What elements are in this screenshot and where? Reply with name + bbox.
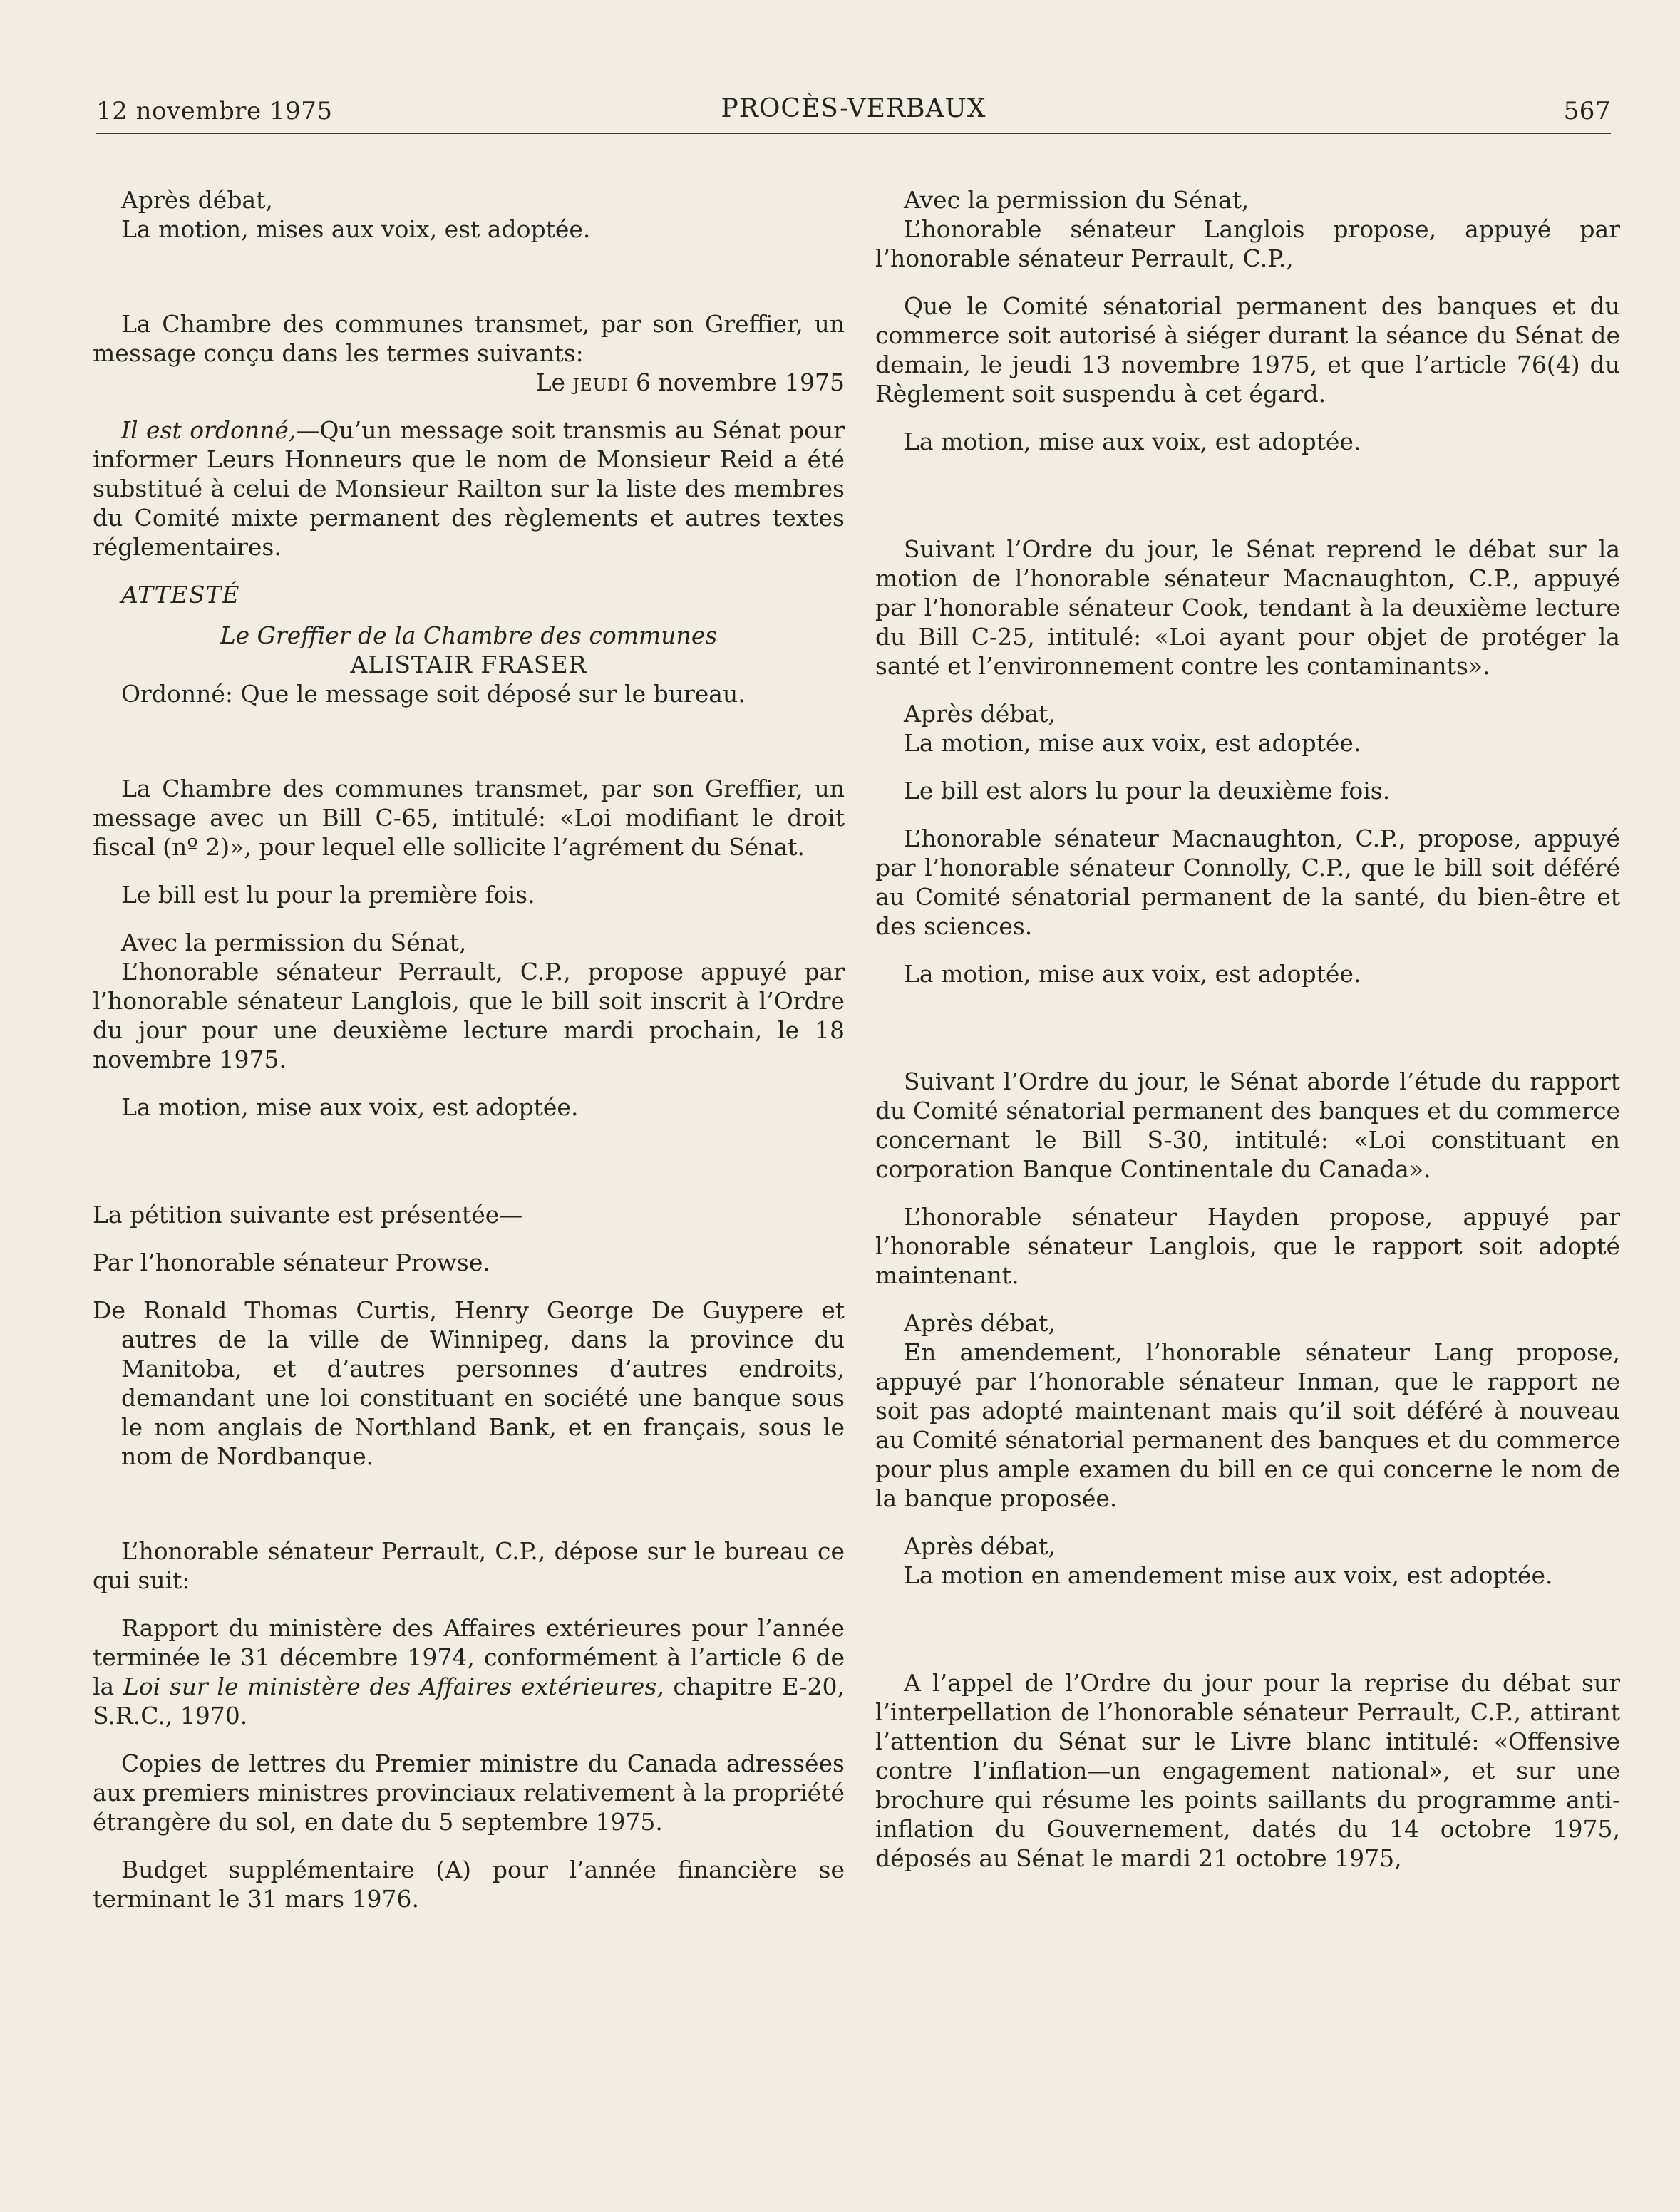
header-rule bbox=[96, 133, 1611, 134]
paragraph: L’honorable sénateur Hayden propose, appuyé par l’honorable sénateur Langlois, que le rapport soit adopté maintenant. bbox=[875, 1203, 1620, 1289]
paragraph: Que le Comité sénatorial permanent des banques et du commerce soit autorisé à siéger durant la séance du Sénat de demain, le jeudi 13 novembre 1975, et que l’article 76(4) du Règlement soit suspendu à cet égard. bbox=[875, 292, 1620, 408]
paragraph: Suivant l’Ordre du jour, le Sénat aborde l’étude du rapport du Comité sénatorial permanent des banques et du commerce concernant le Bill S-30, intitulé: «Loi constituant en corporation Banque Continentale du Canada». bbox=[875, 1068, 1620, 1183]
text-line: La motion, mise aux voix, est adoptée. bbox=[904, 729, 1361, 757]
text: Rapport du ministère des Affaires extérieures pour l’année terminée le 31 décembre 1974, conformément à l’article 6 de la bbox=[93, 1614, 845, 1700]
paragraph: Le bill est lu pour la première fois. bbox=[121, 881, 535, 909]
paragraph bbox=[93, 1613, 845, 1730]
paragraph: En amendement, l’honorable sénateur Lang propose, appuyé par l’honorable sénateur Inman, que le rapport ne soit pas adopté maintenant mais qu’il soit déféré à nouveau au Comité sénatorial permanent des banques et du commerce pour plus ample examen du bill en ce qui concerne le nom de la banque proposée. bbox=[875, 1338, 1620, 1512]
text-line: La motion, mises aux voix, est adoptée. bbox=[121, 215, 591, 243]
paragraph: La motion, mise aux voix, est adoptée. bbox=[904, 428, 1361, 455]
paragraph: Copies de lettres du Premier ministre du Canada adressées aux premiers ministres provinciaux relativement à la propriété étrangère du sol, en date du 5 septembre 1975. bbox=[93, 1750, 845, 1836]
paragraph: Le bill est alors lu pour la deuxième fois. bbox=[904, 777, 1391, 805]
date-prefix: Le bbox=[535, 368, 566, 396]
signatory-title: Le Greffier de la Chambre des communes bbox=[220, 621, 718, 649]
paragraph: L’honorable sénateur Perrault, C.P., propose appuyé par l’honorable sénateur Langlois, que le bill soit inscrit à l’Ordre du jour pour une deuxième lecture mardi prochain, le 18 novembre 1975. bbox=[93, 958, 845, 1073]
text: —Qu’un message soit transmis au Sénat pour informer Leurs Honneurs que le nom de Monsieur Reid a été substitué à celui de Monsieur Railton sur la liste des membres du Comité mixte permanent des règlements et autres textes réglementaires. bbox=[93, 416, 845, 561]
paragraph: La Chambre des communes transmet, par son Greffier, un message avec un Bill C-65, intitulé: «Loi modifiant le droit fiscal (nº 2)», pour lequel elle sollicite l’agrément du Sénat. bbox=[93, 775, 845, 861]
header-date: 12 novembre 1975 bbox=[96, 97, 333, 125]
paragraph: Budget supplémentaire (A) pour l’année financière se terminant le 31 mars 1976. bbox=[93, 1856, 845, 1913]
left-column bbox=[93, 185, 845, 1913]
paragraph: La pétition suivante est présentée— bbox=[93, 1201, 523, 1229]
signatory-name: ALISTAIR FRASER bbox=[350, 651, 587, 678]
atteste: ATTESTÉ bbox=[121, 581, 240, 609]
text: chapitre E-20, S.R.C., 1970. bbox=[93, 1673, 845, 1730]
paragraph: A l’appel de l’Ordre du jour pour la reprise du débat sur l’interpellation de l’honorable sénateur Perrault, C.P., attirant l’attention du Sénat sur le Livre blanc intitulé: «Offensive contre l’inflation—un engagement national», et sur une brochure qui résume les points saillants du programme anti-inflation du Gouvernement, datés du 14 octobre 1975, déposés au Sénat le mardi 21 octobre 1975, bbox=[875, 1669, 1620, 1872]
paragraph: La motion, mise aux voix, est adoptée. bbox=[904, 960, 1361, 988]
text-line: Après débat, bbox=[904, 1532, 1056, 1560]
date-day: jeudi bbox=[572, 368, 629, 396]
paragraph: Avec la permission du Sénat, bbox=[121, 929, 467, 956]
paragraph: Par l’honorable sénateur Prowse. bbox=[93, 1249, 490, 1276]
text-line: Après débat, bbox=[904, 700, 1056, 728]
paragraph: Ordonné: Que le message soit déposé sur le bureau. bbox=[121, 680, 746, 708]
right-column bbox=[875, 185, 1620, 1873]
paragraph: La motion, mise aux voix, est adoptée. bbox=[121, 1093, 579, 1121]
message-date bbox=[93, 368, 845, 397]
date-rest: 6 novembre 1975 bbox=[636, 368, 845, 396]
text-line: Après débat, bbox=[121, 186, 273, 214]
paragraph: Après débat, bbox=[904, 1309, 1056, 1337]
paragraph: L’honorable sénateur Langlois propose, appuyé par l’honorable sénateur Perrault, C.P., bbox=[875, 215, 1620, 272]
petition-text: De Ronald Thomas Curtis, Henry George De Guypere et autres de la ville de Winnipeg, dans la province du Manitoba, et d’autres personnes d’autres endroits, demandant une loi constituant en société une banque sous le nom anglais de Northland Bank, et en français, sous le nom de Nordbanque. bbox=[93, 1296, 845, 1470]
italic-text: Loi sur le ministère des Affaires extérieures, bbox=[123, 1673, 664, 1700]
paragraph bbox=[875, 1531, 1620, 1590]
running-head bbox=[96, 94, 1611, 134]
italic-text: Il est ordonné, bbox=[121, 416, 297, 444]
paragraph: L’honorable sénateur Macnaughton, C.P., propose, appuyé par l’honorable sénateur Connolly, C.P., que le bill soit déféré au Comité sénatorial permanent de la santé, du bien-être et des sciences. bbox=[875, 825, 1620, 940]
paragraph: Suivant l’Ordre du jour, le Sénat reprend le débat sur la motion de l’honorable sénateur Macnaughton, C.P., appuyé par l’honorable sénateur Cook, tendant à la deuxième lecture du Bill C-25, intitulé: «Loi ayant pour objet de protéger la santé et l’environnement contre les contaminants». bbox=[875, 535, 1620, 680]
paragraph: L’honorable sénateur Perrault, C.P., dépose sur le bureau ce qui suit: bbox=[93, 1537, 845, 1594]
paragraph bbox=[875, 699, 1620, 758]
header-title: PROCÈS-VERBAUX bbox=[721, 94, 986, 123]
text-line: La motion en amendement mise aux voix, est adoptée. bbox=[904, 1561, 1553, 1589]
paragraph: La Chambre des communes transmet, par son Greffier, un message conçu dans les termes suivants: bbox=[93, 310, 845, 367]
paragraph: Avec la permission du Sénat, bbox=[904, 186, 1249, 214]
paragraph bbox=[93, 185, 845, 244]
paragraph bbox=[93, 415, 845, 562]
page-number: 567 bbox=[1563, 97, 1611, 125]
